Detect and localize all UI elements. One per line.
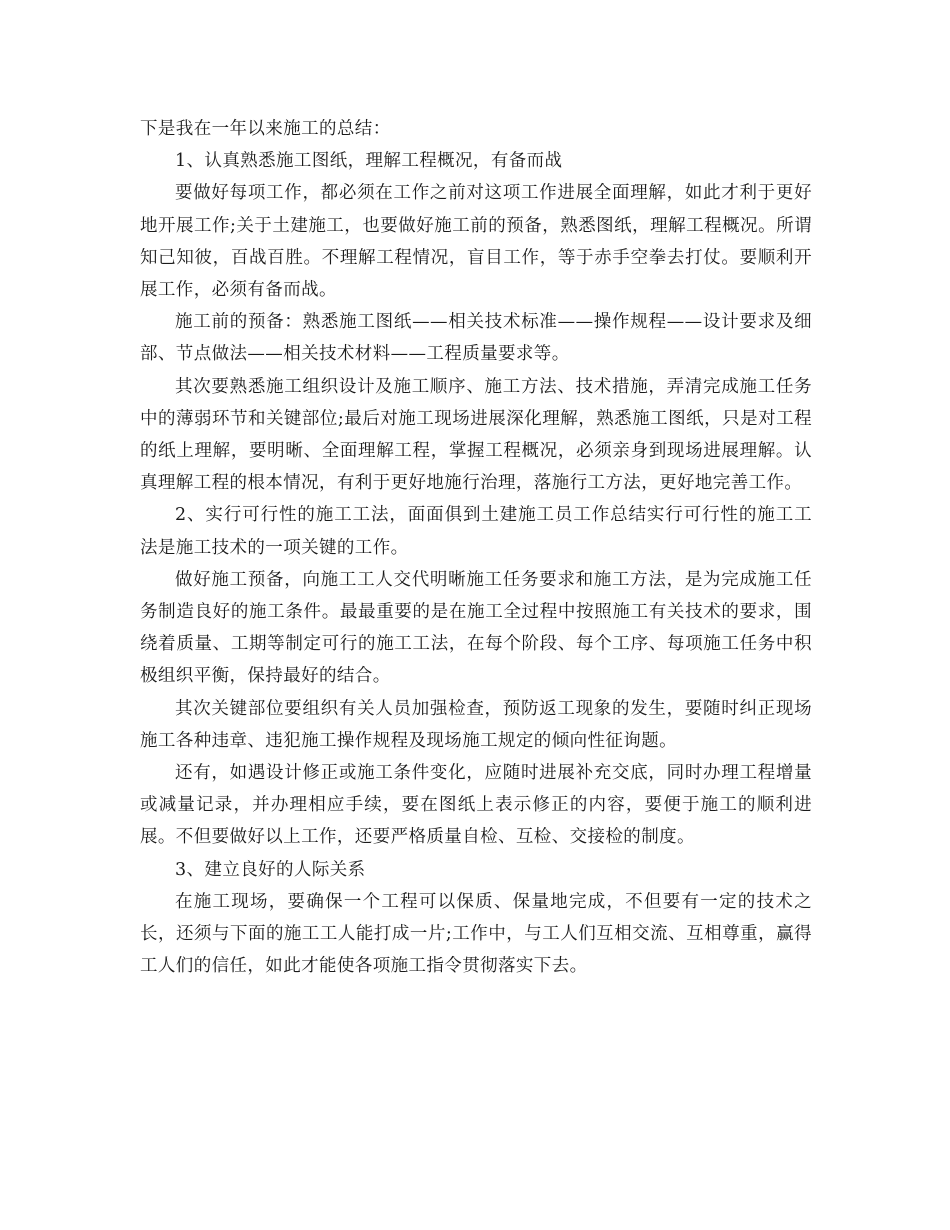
intro-line: 下是我在一年以来施工的总结： (140, 119, 391, 139)
paragraph: 施工前的预备：熟悉施工图纸——相关技术标准——操作规程——设计要求及细部、节点做法——相关技术材料——工程质量要求等。 (140, 312, 812, 365)
section-heading-2: 2、实行可行性的施工工法，面面俱到土建施工员工作总结实行可行性的施工工法是施工技术的一项关键的工作。 (140, 505, 812, 558)
paragraph: 其次要熟悉施工组织设计及施工顺序、施工方法、技术措施，弄清完成施工任务中的薄弱环节和关键部位;最后对施工现场进展深化理解，熟悉施工图纸，只是对工程的纸上理解，要明晰、全面理解工程，掌握工程概况，必须亲身到现场进展理解。认真理解工程的根本情况，有利于更好地施行治理，落施行工方法，更好地完善工作。 (140, 376, 812, 494)
paragraph: 还有，如遇设计修正或施工条件变化，应随时进展补充交底，同时办理工程增量或减量记录，并办理相应手续，要在图纸上表示修正的内容，要便于施工的顺利进展。不但要做好以上工作，还要严格质量自检、互检、交接检的制度。 (140, 763, 812, 848)
document-body (140, 113, 812, 982)
section-heading-1: 1、认真熟悉施工图纸，理解工程概况，有备而战 (175, 151, 563, 172)
paragraph: 要做好每项工作，都必须在工作之前对这项工作进展全面理解，如此才利于更好地开展工作;关于土建施工，也要做好施工前的预备，熟悉图纸，理解工程概况。所谓知己知彼，百战百胜。不理解工程情况，盲目工作，等于赤手空拳去打仗。要顺利开展工作，必须有备而战。 (140, 183, 812, 301)
paragraph: 做好施工预备，向施工工人交代明晰施工任务要求和施工方法，是为完成施工任务制造良好的施工条件。最最重要的是在施工全过程中按照施工有关技术的要求，围绕着质量、工期等制定可行的施工工法，在每个阶段、每个工序、每项施工任务中积极组织平衡，保持最好的结合。 (140, 569, 812, 687)
paragraph: 其次关键部位要组织有关人员加强检查，预防返工现象的发生，要随时纠正现场施工各种违章、违犯施工操作规程及现场施工规定的倾向性征询题。 (140, 698, 812, 751)
section-heading-3: 3、建立良好的人际关系 (175, 859, 366, 880)
paragraph: 在施工现场，要确保一个工程可以保质、保量地完成，不但要有一定的技术之长，还须与下面的施工工人能打成一片;工作中，与工人们互相交流、互相尊重，赢得工人们的信任，如此才能使各项施工指令贯彻落实下去。 (140, 891, 812, 977)
